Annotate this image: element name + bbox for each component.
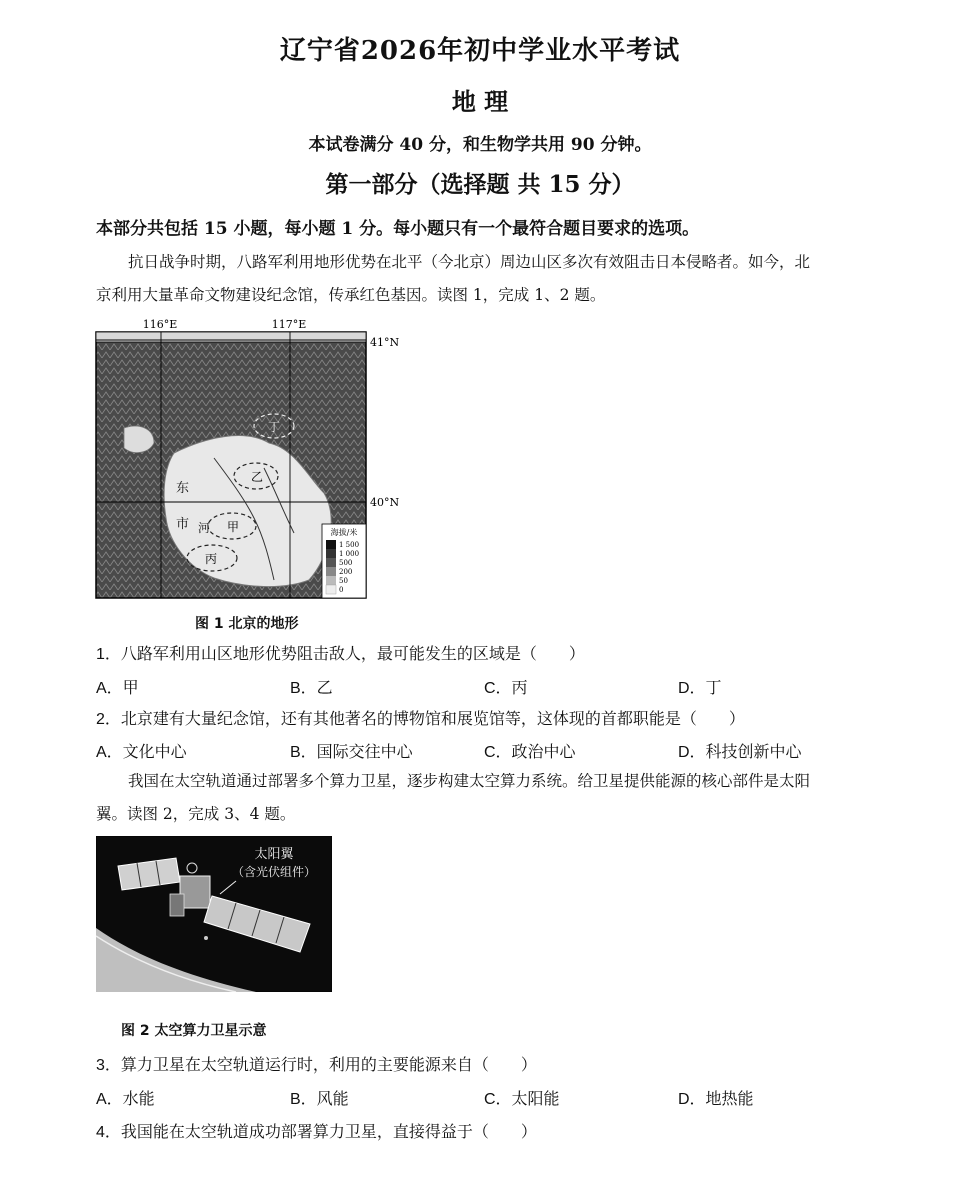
solar-wing-sublabel: （含光伏组件） (231, 865, 317, 879)
legend-title: 海拔/米 (330, 528, 358, 537)
question-1-option-b[interactable]: B．乙 (290, 680, 333, 697)
lat-label-41: 41°N (370, 336, 400, 349)
legend-value-200: 200 (339, 568, 353, 576)
exam-note: 本试卷满分 40 分，和生物学共用 90 分钟。 (308, 135, 652, 155)
lat-label-40: 40°N (370, 496, 400, 509)
figure-2-caption: 图 2 太空算力卫星示意 (121, 1023, 267, 1039)
section-instructions: 本部分共包括 15 小题，每小题 1 分。每小题只有一个最符合题目要求的选项。 (96, 219, 700, 239)
question-1-option-d[interactable]: D．丁 (678, 680, 722, 697)
lon-label-116: 116°E (142, 318, 178, 331)
passage-2 (96, 765, 886, 831)
figure-2-satellite-illustration (96, 836, 332, 992)
question-2-option-c[interactable]: C．政治中心 (484, 744, 576, 761)
place-label-shi: 市 (176, 517, 190, 532)
elevation-legend (322, 524, 366, 598)
area-label-jia: 甲 (227, 520, 240, 534)
question-1-stem: 1．八路军利用山区地形优势阻击敌人，最可能发生的区域是（ ） (96, 646, 585, 663)
subject-title: 地 理 (451, 87, 509, 116)
passage-1-line2: 京利用大量革命文物建设纪念馆，传承红色基因。读图 1，完成 1、2 题。 (96, 286, 606, 304)
question-1-option-c[interactable]: C．丙 (484, 680, 528, 697)
solar-wing-label: 太阳翼 (254, 847, 294, 862)
question-2-option-d[interactable]: D．科技创新中心 (678, 744, 802, 761)
place-label-he: 河 (198, 521, 211, 535)
question-3-option-a[interactable]: A．水能 (96, 1091, 155, 1108)
legend-value-1500: 1 500 (339, 541, 360, 549)
question-3-stem: 3．算力卫星在太空轨道运行时，利用的主要能源来自（ ） (96, 1057, 537, 1074)
question-2-stem: 2．北京建有大量纪念馆，还有其他著名的博物馆和展览馆等，这体现的首都职能是（ ） (96, 711, 745, 728)
question-2-option-a[interactable]: A．文化中心 (96, 744, 187, 761)
question-4-stem: 4．我国能在太空轨道成功部署算力卫星，直接得益于（ ） (96, 1124, 537, 1141)
place-label-dong: 东 (176, 481, 190, 496)
part-title: 第一部分（选择题 共 15 分） (325, 171, 635, 198)
question-3-option-b[interactable]: B．风能 (290, 1091, 349, 1108)
area-label-ding: 丁 (268, 420, 281, 434)
passage-1-line1: 抗日战争时期，八路军利用地形优势在北平（今北京）周边山区多次有效阻击日本侵略者。如今，北 (128, 253, 811, 271)
question-2-option-b[interactable]: B．国际交往中心 (290, 744, 413, 761)
lon-label-117: 117°E (271, 318, 307, 331)
figure-1-terrain-map (94, 318, 404, 603)
question-3-option-c[interactable]: C．太阳能 (484, 1091, 560, 1108)
legend-value-500: 500 (339, 559, 353, 567)
legend-value-50: 50 (339, 577, 348, 585)
figure-1-caption: 图 1 北京的地形 (195, 616, 299, 632)
passage-2-line2: 翼。读图 2，完成 3、4 题。 (96, 805, 296, 823)
area-label-bing: 丙 (205, 552, 218, 566)
legend-value-0: 0 (339, 586, 344, 594)
question-1-option-a[interactable]: A．甲 (96, 680, 139, 697)
passage-1 (96, 246, 886, 312)
question-3-option-d[interactable]: D．地热能 (678, 1091, 754, 1108)
exam-title: 辽宁省2026年初中学业水平考试 (279, 36, 681, 66)
area-label-yi: 乙 (251, 470, 264, 484)
legend-value-1000: 1 000 (339, 550, 360, 558)
passage-2-line1: 我国在太空轨道通过部署多个算力卫星，逐步构建太空算力系统。给卫星提供能源的核心部件是太阳 (128, 772, 811, 790)
